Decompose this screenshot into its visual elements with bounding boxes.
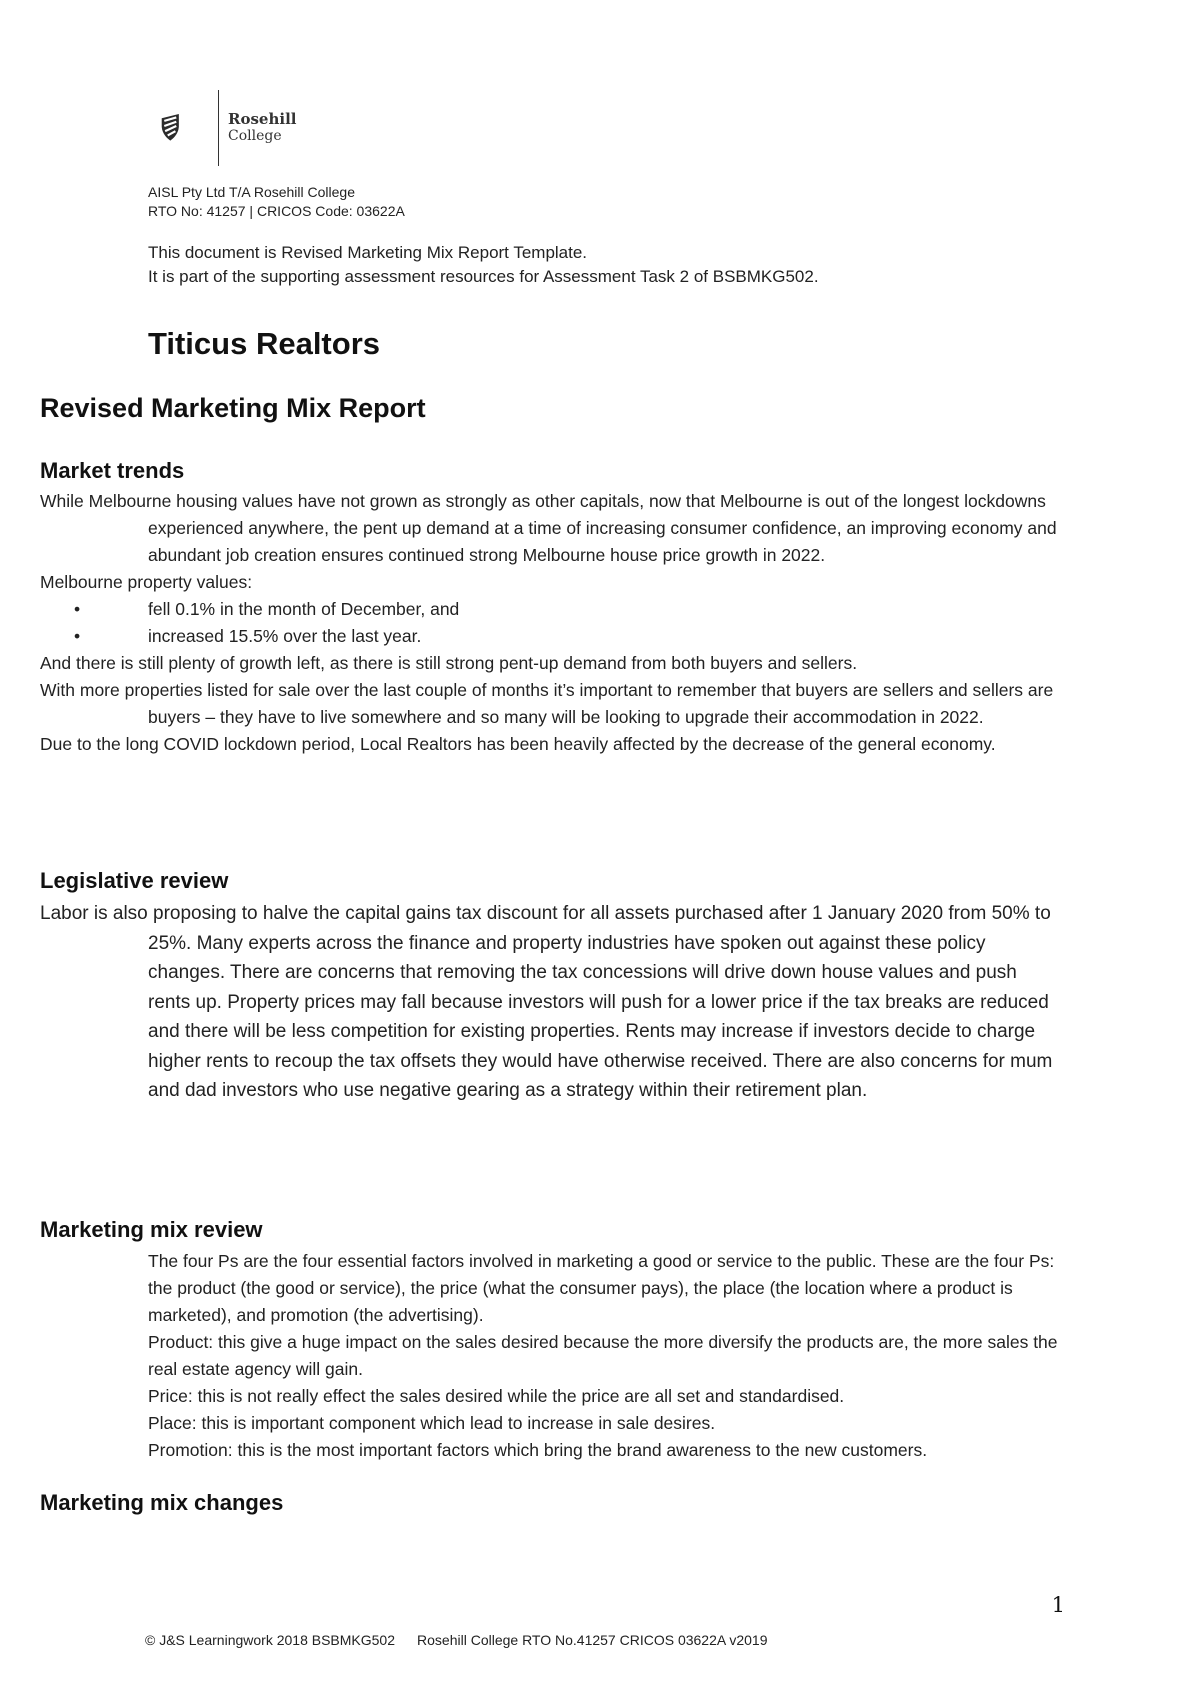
- logo-name: Rosehill: [228, 110, 297, 128]
- mix-review-heading: Marketing mix review: [40, 1217, 263, 1242]
- mix-changes-heading: Marketing mix changes: [40, 1490, 284, 1515]
- mix-review-place: Place: this is important component which lead to increase in sale desires.: [148, 1413, 716, 1433]
- legislative-section: [40, 899, 1060, 1106]
- market-trends-paragraph: While Melbourne housing values have not grown as strongly as other capitals, now that Melbourne is out of the longest lockdowns experienced anywhere, the pent up demand at a time of increasing consumer confidence, an improving economy and abundant job creation ensures continued strong Melbourne house price growth in 2022.: [40, 491, 1057, 565]
- market-trends-values-label: Melbourne property values:: [40, 572, 253, 592]
- mix-review-section: [40, 1248, 1060, 1464]
- report-title: Revised Marketing Mix Report: [40, 393, 426, 423]
- footer-copyright: © J&S Learningwork 2018 BSBMKG502: [145, 1632, 396, 1648]
- org-codes: RTO No: 41257 | CRICOS Code: 03622A: [148, 203, 405, 219]
- intro-line-2: It is part of the supporting assessment resources for Assessment Task 2 of BSBMKG502.: [148, 267, 819, 286]
- mix-review-price: Price: this is not really effect the sales desired while the price are all set and standardised.: [148, 1386, 845, 1406]
- market-trends-heading: Market trends: [40, 458, 185, 483]
- mix-review-promotion: Promotion: this is the most important factors which bring the brand awareness to the new customers.: [148, 1440, 928, 1460]
- footer-rto: Rosehill College RTO No.41257 CRICOS 03622A v2019: [417, 1632, 768, 1648]
- logo-divider: [218, 90, 219, 166]
- intro-line-1: This document is Revised Marketing Mix Report Template.: [148, 243, 588, 262]
- legislative-heading: Legislative review: [40, 868, 229, 893]
- org-name: AISL Pty Ltd T/A Rosehill College: [148, 184, 355, 200]
- market-trends-growth-paragraph: And there is still plenty of growth left, as there is still strong pent-up demand from both buyers and sellers.: [40, 653, 858, 673]
- market-trends-section: [40, 488, 1060, 758]
- legislative-paragraph: Labor is also proposing to halve the capital gains tax discount for all assets purchased after 1 January 2020 from 50% to 25%. Many experts across the finance and property industries have spoken out against these policy changes. There are concerns that removing the tax concessions will drive down house values and push rents up. Property prices may fall because investors will push for a lower price if the tax breaks are reduced and there will be less competition for existing properties. Rents may increase if investors decide to charge higher rents to recoup the tax offsets they would have otherwise received. There are also concerns for mum and dad investors who use negative gearing as a strategy within their retirement plan.: [40, 903, 1053, 1101]
- college-logo-icon: [160, 88, 220, 164]
- market-trends-covid-paragraph: Due to the long COVID lockdown period, Local Realtors has been heavily affected by the decrease of the general economy.: [40, 734, 996, 754]
- footer: [145, 1632, 767, 1648]
- page-number: 1: [1051, 1593, 1065, 1617]
- company-title: Titicus Realtors: [148, 326, 381, 361]
- market-trends-buyers-paragraph: With more properties listed for sale over the last couple of months it’s important to remember that buyers are sellers and sellers are buyers – they have to live somewhere and so many will be looking to upgrade their accommodation in 2022.: [40, 680, 1054, 727]
- logo-subtitle: College: [228, 128, 282, 144]
- list-item: • increased 15.5% over the last year.: [74, 626, 422, 646]
- mix-review-product: Product: this give a huge impact on the sales desired because the more diversify the products are, the more sales the real estate agency will gain.: [148, 1332, 1058, 1379]
- mix-review-intro: The four Ps are the four essential factors involved in marketing a good or service to the public. These are the four Ps: the product (the good or service), the price (what the consumer pays), the place (the location where a product is marketed), and promotion (the advertising).: [148, 1251, 1055, 1325]
- list-item: • fell 0.1% in the month of December, and: [74, 599, 460, 619]
